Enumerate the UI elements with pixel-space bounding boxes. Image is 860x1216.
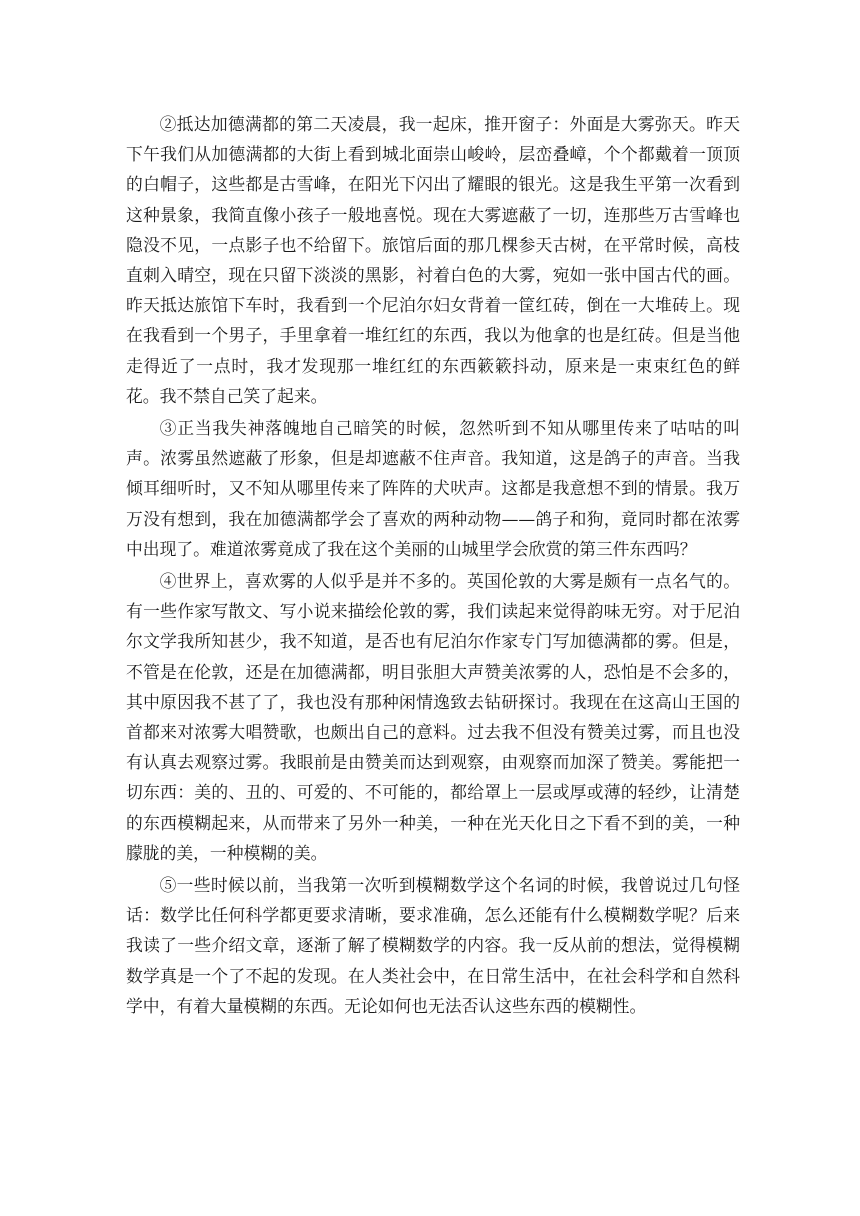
paragraph-2: ②抵达加德满都的第二天凌晨，我一起床，推开窗子：外面是大雾弥天。昨天下午我们从加德满都的大街上看到城北面崇山峻岭，层峦叠嶂，个个都戴着一顶顶的白帽子，这些都是古雪峰，在阳光下闪出了耀眼的银光。这是我生平第一次看到这种景象，我简直像小孩子一般地喜悦。现在大雾遮蔽了一切，连那些万古雪峰也隐没不见，一点影子也不给留下。旅馆后面的那几棵参天古树，在平常时候，高枝直刺入晴空，现在只留下淡淡的黑影，衬着白色的大雾，宛如一张中国古代的画。昨天抵达旅馆下车时，我看到一个尼泊尔妇女背着一筐红砖，倒在一大堆砖上。现在我看到一个男子，手里拿着一堆红红的东西，我以为他拿的也是红砖。但是当他走得近了一点时，我才发现那一堆红红的东西簌簌抖动，原来是一束束红色的鲜花。我不禁自己笑了起来。: [126, 114, 740, 406]
paragraph-4: ④世界上，喜欢雾的人似乎是并不多的。英国伦敦的大雾是颇有一点名气的。有一些作家写散文、写小说来描绘伦敦的雾，我们读起来觉得韵味无穷。对于尼泊尔文学我所知甚少，我不知道，是否也有尼泊尔作家专门写加德满都的雾。但是，不管是在伦敦，还是在加德满都，明目张胆大声赞美浓雾的人，恐怕是不会多的，其中原因我不甚了了，我也没有那种闲情逸致去钻研探讨。我现在在这高山王国的首都来对浓雾大唱赞歌，也颇出自己的意料。过去我不但没有赞美过雾，而且也没有认真去观察过雾。我眼前是由赞美而达到观察，由观察而加深了赞美。雾能把一切东西：美的、丑的、可爱的、不可能的，都给罩上一层或厚或薄的轻纱，让清楚的东西模糊起来，从而带来了另外一种美，一种在光天化日之下看不到的美，一种朦胧的美，一种模糊的美。: [126, 571, 740, 863]
paragraph-3: ③正当我失神落魄地自己暗笑的时候，忽然听到不知从哪里传来了咕咕的叫声。浓雾虽然遮蔽了形象，但是却遮蔽不住声音。我知道，这是鸽子的声音。当我倾耳细听时，又不知从哪里传来了阵阵的犬吠声。这都是我意想不到的情景。我万万没有想到，我在加德满都学会了喜欢的两种动物——鸽子和狗，竟同时都在浓雾中出现了。难道浓雾竟成了我在这个美丽的山城里学会欣赏的第三件东西吗？: [126, 418, 740, 559]
paragraph-5: ⑤一些时候以前，当我第一次听到模糊数学这个名词的时候，我曾说过几句怪话：数学比任何科学都更要求清晰，要求准确，怎么还能有什么模糊数学呢？后来我读了一些介绍文章，逐渐了解了模糊数学的内容。我一反从前的想法，觉得模糊数学真是一个了不起的发现。在人类社会中，在日常生活中，在社会科学和自然科学中，有着大量模糊的东西。无论如何也无法否认这些东西的模糊性。: [126, 875, 740, 1016]
document-page: [126, 109, 740, 1023]
